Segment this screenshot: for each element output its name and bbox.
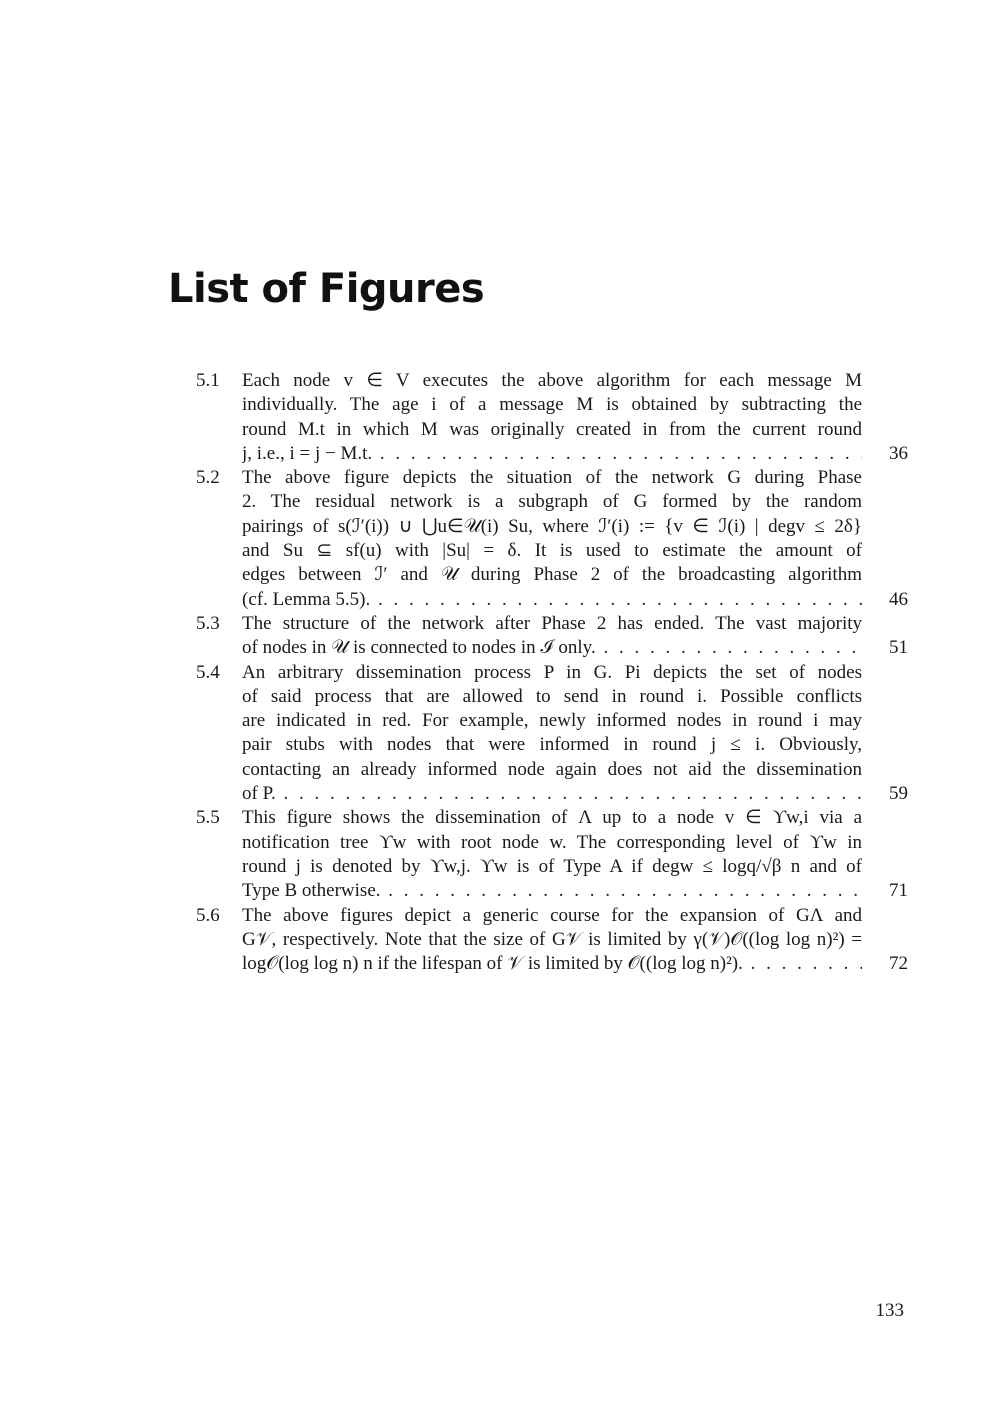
figure-number: 5.3 [196, 612, 220, 634]
caption-line [242, 928, 862, 952]
figure-caption [242, 904, 862, 977]
caption-line [242, 466, 862, 490]
caption-text: This figure shows the dissemination of Λ up to a node v ∈ ϒw,i via a [242, 807, 862, 829]
caption-line-dotted [242, 952, 862, 976]
caption-text: An arbitrary dissemination process P in G. Pi depicts the set of nodes [242, 661, 862, 683]
caption-text: 2. The residual network is a subgraph of G formed by the random [242, 491, 862, 513]
figure-page-number[interactable]: 36 [889, 442, 908, 464]
caption-line [242, 758, 862, 782]
caption-text: (cf. Lemma 5.5). [242, 588, 371, 610]
figure-list [196, 369, 908, 976]
figure-entry[interactable] [196, 369, 908, 466]
caption-text: round j is denoted by ϒw,j. ϒw is of Type A if degw ≤ logq/√β n and of [242, 855, 862, 877]
caption-text: log𝒪(log log n) n if the lifespan of 𝒱 is limited by 𝒪((log log n)²). [242, 953, 743, 975]
figure-caption [242, 466, 862, 612]
caption-line [242, 539, 862, 563]
figure-page-number[interactable]: 51 [889, 637, 908, 659]
caption-line [242, 685, 862, 709]
caption-line [242, 806, 862, 830]
caption-text: pairings of s(ℐ′(i)) ∪ ⋃u∈𝒰(i) Su, where ℐ′(i) := {v ∈ ℐ(i) | degv ≤ 2δ} [242, 515, 862, 537]
caption-line [242, 709, 862, 733]
caption-text: edges between ℐ′ and 𝒰 during Phase 2 of the broadcasting algorithm [242, 564, 862, 586]
caption-line [242, 733, 862, 757]
figure-number: 5.1 [196, 370, 220, 391]
caption-line [242, 418, 862, 442]
figure-caption [242, 806, 862, 903]
caption-text: Type B otherwise. [242, 880, 381, 902]
caption-text: individually. The age i of a message M is obtained by subtracting the [242, 394, 862, 416]
caption-text: j, i.e., i = j − M.t. [242, 442, 373, 464]
figure-number: 5.5 [196, 807, 220, 829]
caption-line [242, 904, 862, 928]
figure-entry[interactable] [196, 466, 908, 612]
caption-text: round M.t in which M was originally created in from the current round [242, 418, 862, 440]
figure-page-number[interactable]: 72 [889, 953, 908, 975]
figure-number: 5.4 [196, 661, 220, 683]
caption-line [242, 515, 862, 539]
caption-text: pair stubs with nodes that were informed in round j ≤ i. Obviously, [242, 734, 862, 756]
figure-entry[interactable] [196, 904, 908, 977]
caption-text: The above figure depicts the situation of the network G during Phase [242, 467, 862, 489]
page-number: 133 [875, 1300, 904, 1321]
figure-entry[interactable] [196, 612, 908, 661]
figure-caption [242, 612, 862, 661]
caption-line-dotted [242, 879, 862, 903]
figure-page-number[interactable]: 46 [889, 588, 908, 610]
caption-text: The above figures depict a generic course for the expansion of GΛ and [242, 904, 862, 926]
caption-line [242, 563, 862, 587]
figure-entry[interactable] [196, 661, 908, 807]
caption-line [242, 855, 862, 879]
figure-page-number[interactable]: 59 [889, 783, 908, 805]
figure-caption [242, 369, 862, 466]
caption-line-dotted [242, 588, 862, 612]
page-title: List of Figures [168, 266, 485, 312]
caption-text: Each node v ∈ V executes the above algorithm for each message M [242, 370, 862, 391]
caption-text: and Su ⊆ sf(u) with |Su| = δ. It is used to estimate the amount of [242, 540, 862, 562]
caption-text: are indicated in red. For example, newly informed nodes in round i may [242, 710, 862, 732]
caption-line-dotted [242, 782, 862, 806]
caption-text: The structure of the network after Phase 2 has ended. The vast majority [242, 612, 862, 634]
caption-line [242, 369, 862, 393]
caption-line [242, 393, 862, 417]
caption-text: of P. [242, 783, 276, 805]
caption-text: G𝒱, respectively. Note that the size of G𝒱 is limited by γ(𝒱)𝒪((log log n)²) = [242, 928, 862, 950]
figure-caption [242, 661, 862, 807]
caption-text: notification tree ϒw with root node w. The corresponding level of ϒw in [242, 831, 862, 853]
caption-line [242, 490, 862, 514]
figure-number: 5.2 [196, 467, 220, 489]
figure-number: 5.6 [196, 904, 220, 926]
caption-line [242, 831, 862, 855]
caption-line-dotted [242, 442, 862, 466]
caption-text: contacting an already informed node again does not aid the dissemination [242, 758, 862, 780]
figure-page-number[interactable]: 71 [889, 880, 908, 902]
caption-text: of said process that are allowed to send in round i. Possible conflicts [242, 685, 862, 707]
caption-text: of nodes in 𝒰 is connected to nodes in ℐ only. [242, 637, 596, 659]
figure-entry[interactable] [196, 806, 908, 903]
caption-line [242, 661, 862, 685]
caption-line [242, 612, 862, 636]
caption-line-dotted [242, 636, 862, 660]
